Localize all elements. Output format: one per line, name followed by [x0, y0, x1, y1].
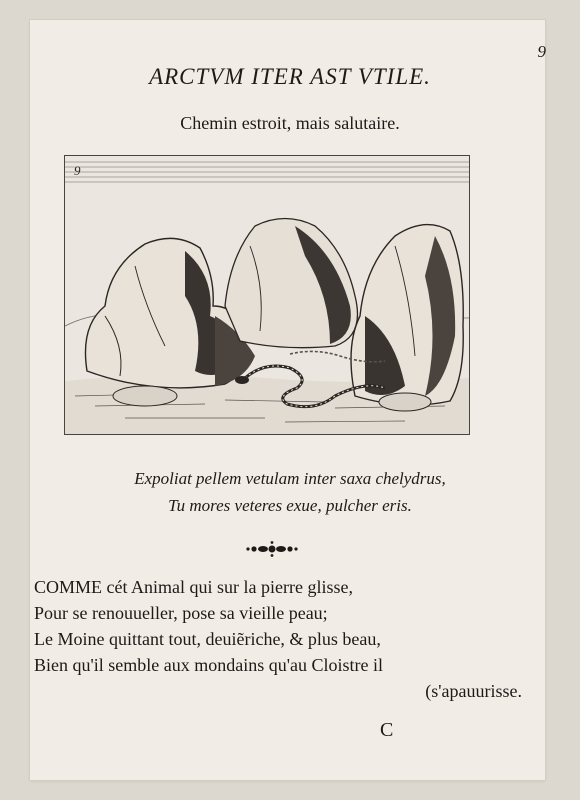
verse-line: COMME cét Animal qui sur la pierre glisse,	[34, 577, 353, 597]
engraving-image	[65, 156, 469, 434]
emblem-motto: ARCTVM ITER AST VTILE.	[149, 64, 431, 89]
fleuron-ornament	[244, 540, 300, 558]
emblem-subtitle: Chemin estroit, mais salutaire.	[180, 113, 400, 133]
page-number: 9	[537, 42, 546, 61]
signature-mark: C	[380, 719, 394, 741]
french-verse	[34, 574, 534, 704]
verse-line: Le Moine quittant tout, deuiẽriche, & plus beau,	[34, 629, 381, 649]
verse-line: Pour se renouueller, pose sa vieille peau;	[34, 603, 328, 623]
latin-line: Tu mores veteres exue, pulcher eris.	[168, 496, 412, 515]
engraving-illustration	[64, 155, 470, 435]
plate-number: 9	[74, 163, 81, 178]
verse-line: (s'apauurisse.	[425, 681, 522, 701]
latin-verse	[0, 465, 580, 519]
latin-line: Expoliat pellem vetulam inter saxa chelydrus,	[134, 469, 446, 488]
verse-line: Bien qu'il semble aux mondains qu'au Cloistre il	[34, 655, 383, 675]
